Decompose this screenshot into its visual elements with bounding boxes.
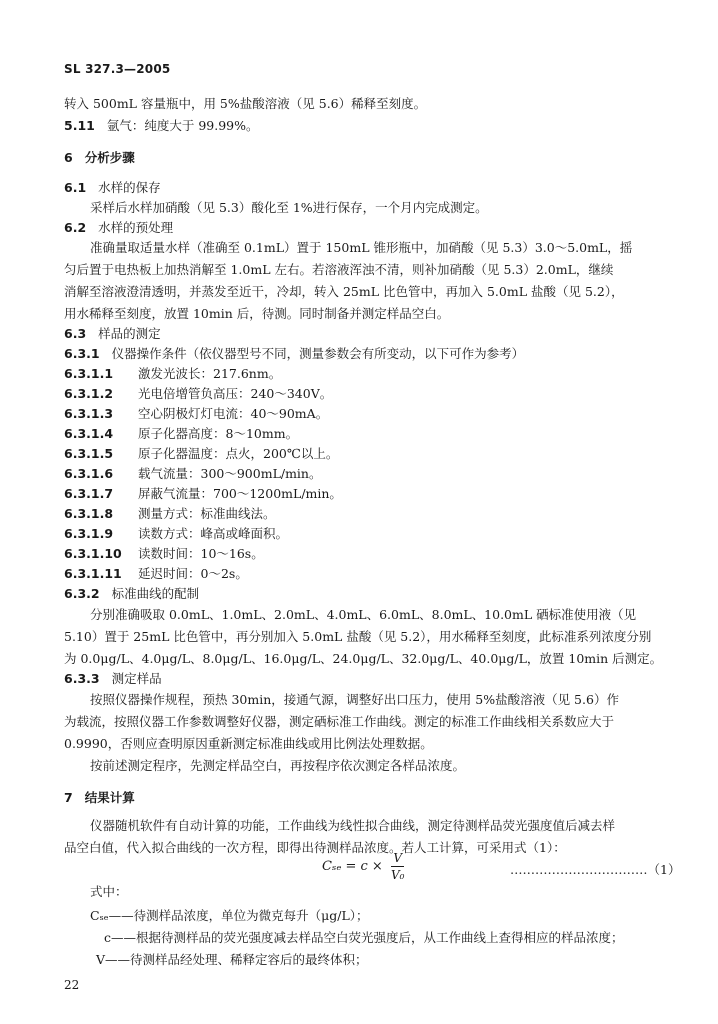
- clause-number: 6.3.1.8: [64, 506, 114, 521]
- text-line: [64, 386, 332, 402]
- clause-number: 6.3.1.7: [64, 486, 114, 501]
- clause-text: 为 0.0μg/L、4.0μg/L、8.0μg/L、16.0μg/L、24.0μg/L、32.0μg/L、40.0μg/L，放置 10min 后测定。: [64, 651, 663, 666]
- clause-text: 屏蔽气流量：700～1200mL/min。: [138, 486, 342, 501]
- text-line: [64, 150, 135, 166]
- text-line: [104, 930, 624, 946]
- clause-number: 6.3: [64, 326, 87, 341]
- text-line: [64, 790, 135, 806]
- text-line: [64, 736, 433, 752]
- clause-text: 分别准确吸取 0.0mL、1.0mL、2.0mL、4.0mL、6.0mL、8.0mL、10.0mL 硒标准使用液（见: [90, 607, 637, 622]
- clause-text: 品空白值，代入拟合曲线的一次方程，即得出待测样品浓度。若人工计算，可采用式（1）：: [64, 840, 566, 855]
- text-line: [90, 240, 632, 256]
- text-line: [64, 526, 288, 542]
- clause-number: 6.3.1.9: [64, 526, 114, 541]
- clause-number: 6.3.1.6: [64, 466, 114, 481]
- clause-text: 结果计算: [84, 790, 135, 805]
- clause-number: 6.3.1.1: [64, 366, 114, 381]
- text-line: [90, 692, 619, 708]
- clause-text: 5.10）置于 25mL 比色管中，再分别加入 5.0mL 盐酸（见 5.2），用水稀释至刻度，此标准系列浓度分别: [64, 629, 652, 644]
- clause-text: 标准曲线的配制: [111, 586, 200, 601]
- text-line: [90, 884, 128, 900]
- clause-number: 6.3.2: [64, 586, 100, 601]
- clause-text: 原子化器高度：8～10mm。: [138, 426, 299, 441]
- clause-text: 水样的预处理: [98, 220, 174, 235]
- clause-text: 读数时间：10～16s。: [138, 546, 264, 561]
- text-line: [64, 180, 161, 196]
- text-line: [64, 366, 281, 382]
- clause-text: 为载流，按照仪器工作参数调整好仪器，测定硒标准工作曲线。测定的标准工作曲线相关系数应大于: [64, 714, 615, 729]
- text-line: [96, 952, 368, 968]
- clause-text: c——根据待测样品的荧光强度减去样品空白荧光强度后，从工作曲线上查得相应的样品浓度；: [104, 930, 624, 945]
- clause-text: 准确量取适量水样（准确至 0.1mL）置于 150mL 锥形瓶中，加硝酸（见 5.3）3.0～5.0mL，摇: [90, 240, 633, 255]
- clause-number: 6.2: [64, 220, 87, 235]
- clause-text: Cₛₑ——待测样品浓度，单位为微克每升（μg/L）；: [90, 908, 369, 923]
- clause-number: 6.3.1.2: [64, 386, 114, 401]
- equation-number: ……………………………（1）: [510, 862, 681, 877]
- text-line: [90, 908, 369, 924]
- clause-text: 转入 500mL 容量瓶中，用 5%盐酸溶液（见 5.6）稀释至刻度。: [64, 96, 427, 111]
- clause-text: 匀后置于电热板上加热消解至 1.0mL 左右。若溶液浑浊不清，则补加硝酸（见 5.3）2.0mL，继续: [64, 262, 614, 277]
- clause-number: 6.3.1: [64, 346, 100, 361]
- clause-number: 6.3.1.5: [64, 446, 114, 461]
- text-line: [64, 220, 173, 236]
- text-line: [64, 284, 624, 300]
- formula-numerator: V: [393, 851, 403, 865]
- clause-number: 5.11: [64, 118, 95, 133]
- text-line: [64, 546, 264, 562]
- text-line: [64, 446, 338, 462]
- clause-text: 按照仪器操作规程，预热 30min，接通气源，调整好出口压力，使用 5%盐酸溶液（见 5.6）作: [90, 692, 619, 707]
- text-line: [64, 306, 449, 322]
- clause-number: 6.3.1.4: [64, 426, 114, 441]
- clause-text: 仪器随机软件有自动计算的功能，工作曲线为线性拟合曲线，测定待测样品荧光强度值后减去样: [90, 818, 616, 833]
- formula-lhs: Cₛₑ = c ×: [322, 859, 383, 874]
- clause-text: 0.9990，否则应查明原因重新测定标准曲线或用比例法处理数据。: [64, 736, 433, 751]
- clause-text: 测量方式：标准曲线法。: [138, 506, 276, 521]
- clause-number: 6.3.3: [64, 671, 100, 686]
- clause-text: 分析步骤: [84, 150, 135, 165]
- clause-number: 6.1: [64, 180, 87, 195]
- formula-1: [322, 851, 404, 882]
- text-line: [64, 566, 248, 582]
- text-line: [64, 262, 613, 278]
- clause-text: 空心阴极灯灯电流：40～90mA。: [138, 406, 329, 421]
- clause-text: 采样后水样加硝酸（见 5.3）酸化至 1%进行保存，一个月内完成测定。: [90, 200, 488, 215]
- text-line: [64, 406, 328, 422]
- clause-text: 延迟时间：0～2s。: [138, 566, 248, 581]
- clause-number: 6.3.1.3: [64, 406, 114, 421]
- text-line: [64, 346, 524, 362]
- text-line: [64, 118, 258, 134]
- text-line: [64, 840, 566, 856]
- text-line: [90, 200, 488, 216]
- clause-text: 载气流量：300～900mL/min。: [138, 466, 322, 481]
- clause-text: 激发光波长：217.6nm。: [138, 366, 282, 381]
- page-number: 22: [64, 978, 80, 992]
- clause-text: 样品的测定: [98, 326, 161, 341]
- text-line: [64, 96, 426, 112]
- clause-text: 仪器操作条件（依仪器型号不同，测量参数会有所变动，以下可作为参考）: [111, 346, 525, 361]
- text-line: [64, 506, 276, 522]
- clause-text: 水样的保存: [98, 180, 161, 195]
- clause-text: 用水稀释至刻度，放置 10min 后，待测。同时制备并测定样品空白。: [64, 306, 450, 321]
- text-line: [64, 714, 614, 730]
- text-line: [64, 466, 321, 482]
- clause-text: 读数方式：峰高或峰面积。: [138, 526, 289, 541]
- text-line: [90, 758, 465, 774]
- text-line: [64, 671, 162, 687]
- clause-number: 6: [64, 150, 73, 165]
- clause-text: 式中：: [90, 884, 128, 899]
- clause-text: 原子化器温度：点火，200℃以上。: [138, 446, 339, 461]
- clause-text: 测定样品: [111, 671, 162, 686]
- formula-denominator: V₀: [390, 868, 405, 882]
- clause-text: V——待测样品经处理、稀释定容后的最终体积；: [96, 952, 368, 967]
- clause-text: 氩气：纯度大于 99.99%。: [106, 118, 259, 133]
- clause-number: 6.3.1.10: [64, 546, 122, 561]
- standard-number-header: SL 327.3—2005: [64, 62, 171, 76]
- text-line: [64, 651, 662, 667]
- clause-text: 按前述测定程序，先测定样品空白，再按程序依次测定各样品浓度。: [90, 758, 466, 773]
- clause-text: 消解至溶液澄清透明，并蒸发至近干，冷却，转入 25mL 比色管中，再加入 5.0mL 盐酸（见 5.2），: [64, 284, 624, 299]
- text-line: [64, 426, 298, 442]
- text-line: [64, 629, 651, 645]
- text-line: [90, 818, 615, 834]
- clause-text: 光电倍增管负高压：240～340V。: [138, 386, 333, 401]
- text-line: [64, 586, 199, 602]
- fraction-bar: [391, 866, 404, 867]
- text-line: [64, 486, 342, 502]
- clause-number: 6.3.1.11: [64, 566, 122, 581]
- clause-number: 7: [64, 790, 73, 805]
- formula-fraction: [391, 851, 404, 882]
- text-line: [90, 607, 636, 623]
- text-line: [64, 326, 161, 342]
